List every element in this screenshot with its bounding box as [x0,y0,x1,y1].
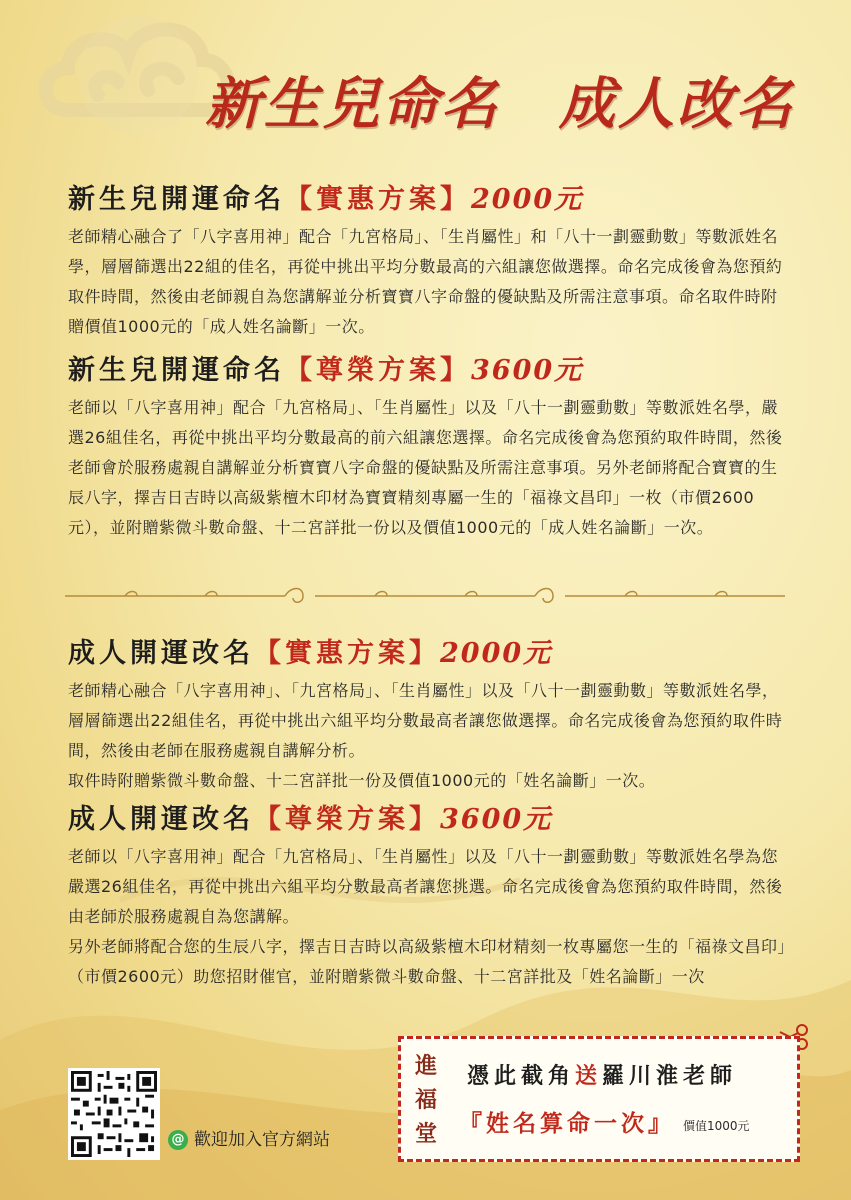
coupon-offer-pre: 憑此截角 [467,1063,576,1089]
section-paragraph: 老師以「八字喜用神」配合「九宮格局」、「生肖屬性」以及「八十一劃靈動數」等數派姓名學為您嚴選26組佳名，再從中挑出六組平均分數最高者讓您挑選。命名完成後會為您預約取件時間，然後由老師於服務處親自為您講解。 [68,847,783,926]
section-title-newborn-value [68,178,583,222]
section-description [68,222,788,342]
section-plan: 【實惠方案】 [254,638,440,669]
section-name: 成人開運改名 [68,638,254,669]
section-title-adult-value [68,632,552,676]
qr-code[interactable] [68,1068,160,1160]
section-paragraph: 老師精心融合了「八字喜用神」配合「九宮格局」、「生肖屬性」和「八十一劃靈動數」等數派姓名學，層層篩選出22組的佳名，再從中挑出平均分數最高的六組讓您做選擇。命名完成後會為您預約取件時間，然後由老師親自為您講解並分析寶寶八字命盤的優缺點及所需注意事項。命名取件時附贈價值1000元的「成人姓名論斷」一次。 [68,227,783,336]
section-name: 成人開運改名 [68,804,254,835]
coupon-offer-gift: 送 [575,1063,603,1089]
coupon-box [398,1036,800,1162]
section-paragraph: 老師以「八字喜用神」配合「九宮格局」、「生肖屬性」以及「八十一劃靈動數」等數派姓名學，嚴選26組佳名，再從中挑出平均分數最高的前六組讓您選擇。命名完成後會為您預約取件時間，然後老師會於服務處親自講解並分析寶寶八字命盤的優缺點及所需注意事項。另外老師將配合寶寶的生辰八字，擇吉日吉時以高級紫檀木印材為寶寶精刻專屬一生的「福祿文昌印」一枚（市價2600元），並附贈紫微斗數命盤、十二宮詳批一份以及價值1000元的「成人姓名論斷」一次。 [68,398,783,537]
section-name: 新生兒開運命名 [68,355,285,386]
section-description [68,842,788,992]
coupon-service: 『姓名算命一次』 [459,1110,675,1137]
section-description [68,393,788,543]
section-paragraph: 另外老師將配合您的生辰八字，擇吉日吉時以高級紫檀木印材精刻一枚專屬您一生的「福祿文昌印」（市價2600元）助您招財催官，並附贈紫微斗數命盤、十二宮詳批及「姓名論斷」一次 [68,937,787,986]
section-description [68,676,788,796]
page-title: 新生兒命名 成人改名 [205,71,795,137]
section-price: 2000元 [471,184,584,215]
coupon-offer-line [467,1059,737,1090]
section-plan: 【實惠方案】 [285,184,471,215]
section-price: 3600元 [440,804,553,835]
section-name: 新生兒開運命名 [68,184,285,215]
coupon-value: 價值1000元 [683,1119,750,1133]
section-price: 3600元 [471,355,584,386]
section-plan: 【尊榮方案】 [285,355,471,386]
coupon-offer-post: 羅川淮老師 [602,1063,738,1089]
section-price: 2000元 [440,638,553,669]
section-title-adult-premium [68,798,552,842]
line-icon: @ [168,1130,188,1150]
official-site-link[interactable]: 歡迎加入官方網站 [194,1130,330,1150]
section-plan: 【尊榮方案】 [254,804,440,835]
brand-name: 進福堂 [414,1053,437,1147]
ornamental-divider [65,585,785,607]
section-paragraph: 取件時附贈紫微斗數命盤、十二宮詳批一份及價值1000元的「姓名論斷」一次。 [68,771,656,790]
section-paragraph: 老師精心融合「八字喜用神」、「九宮格局」、「生肖屬性」以及「八十一劃靈動數」等數派姓名學，層層篩選出22組佳名，再從中挑出六組平均分數最高者讓您做選擇。命名完成後會為您預約取件時間，然後由老師在服務處親自講解分析。 [68,681,783,760]
section-title-newborn-premium [68,349,583,393]
